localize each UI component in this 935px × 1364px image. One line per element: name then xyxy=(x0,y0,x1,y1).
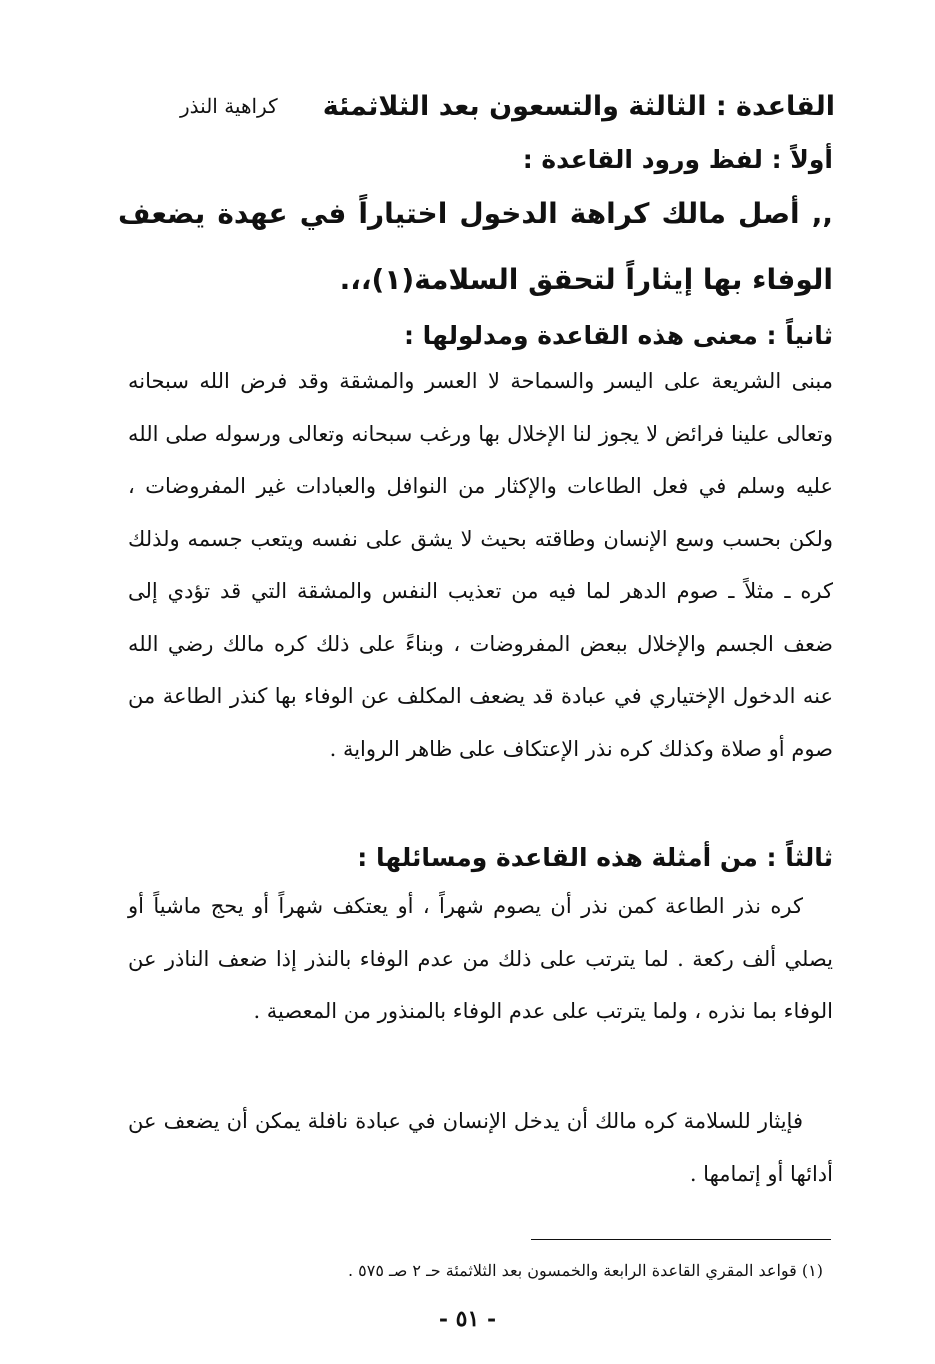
section-2-heading: ثانياً : معنى هذه القاعدة ومدلولها : xyxy=(403,321,833,350)
rule-quote: ,, أصل مالك كراهة الدخول اختياراً في عهدة يضعف الوفاء بها إيثاراً لتحقق السلامة(١)،،. xyxy=(118,197,833,296)
section-1-heading: أولاً : لفظ ورود القاعدة : xyxy=(522,145,833,174)
footnote: (١) قواعد المقري القاعدة الرابعة والخمسون بعد الثلاثمئة حـ ٢ صـ ٥٧٥ . xyxy=(347,1261,823,1280)
section-3-heading: ثالثاً : من أمثلة هذه القاعدة ومسائلها : xyxy=(357,843,833,872)
page-header xyxy=(180,84,835,128)
section-3-paragraph-1: كره نذر الطاعة كمن نذر أن يصوم شهراً ، أو يعتكف شهراً أو يحج ماشياً أو يصلي ألف ركعة . لما يترتب على ذلك من عدم الوفاء بالنذر إذا ضعف الناذر عن الوفاء بما نذره ، ولما يترتب على عدم الوفاء بالمنذور من المعصية . xyxy=(128,894,833,1023)
section-2-body: مبنى الشريعة على اليسر والسماحة لا العسر والمشقة وقد فرض الله سبحانه وتعالى علينا فرائض لا يجوز لنا الإخلال بها ورغب سبحانه وتعالى ورسوله صلى الله عليه وسلم في فعل الطاعات والإكثار من النوافل والعبادات غير المفروضات ، ولكن بحسب وسع الإنسان وطاقته بحيث لا يشق على نفسه ويتعب جسمه ولذلك كره ـ مثلاً ـ صوم الدهر لما فيه من تعذيب النفس والمشقة التي قد تؤدي إلى ضعف الجسم والإخلال ببعض المفروضات ، وبناءً على ذلك كره مالك رضي الله عنه الدخول الإختياري في عبادة قد يضعف المكلف عن الوفاء بها كنذر الطاعة من صوم أو صلاة وكذلك كره نذر الإعتكاف على ظاهر الرواية . xyxy=(128,369,833,761)
page-number: - ٥١ - xyxy=(438,1306,497,1332)
section-3-paragraph-2: فإيثار للسلامة كره مالك أن يدخل الإنسان في عبادة نافلة يمكن أن يضعف عن أدائها أو إتمامها . xyxy=(128,1109,833,1186)
topic-label: كراهية النذر xyxy=(180,94,278,118)
rule-title: القاعدة : الثالثة والتسعون بعد الثلاثمئة xyxy=(322,90,835,122)
footnote-divider xyxy=(531,1239,831,1240)
